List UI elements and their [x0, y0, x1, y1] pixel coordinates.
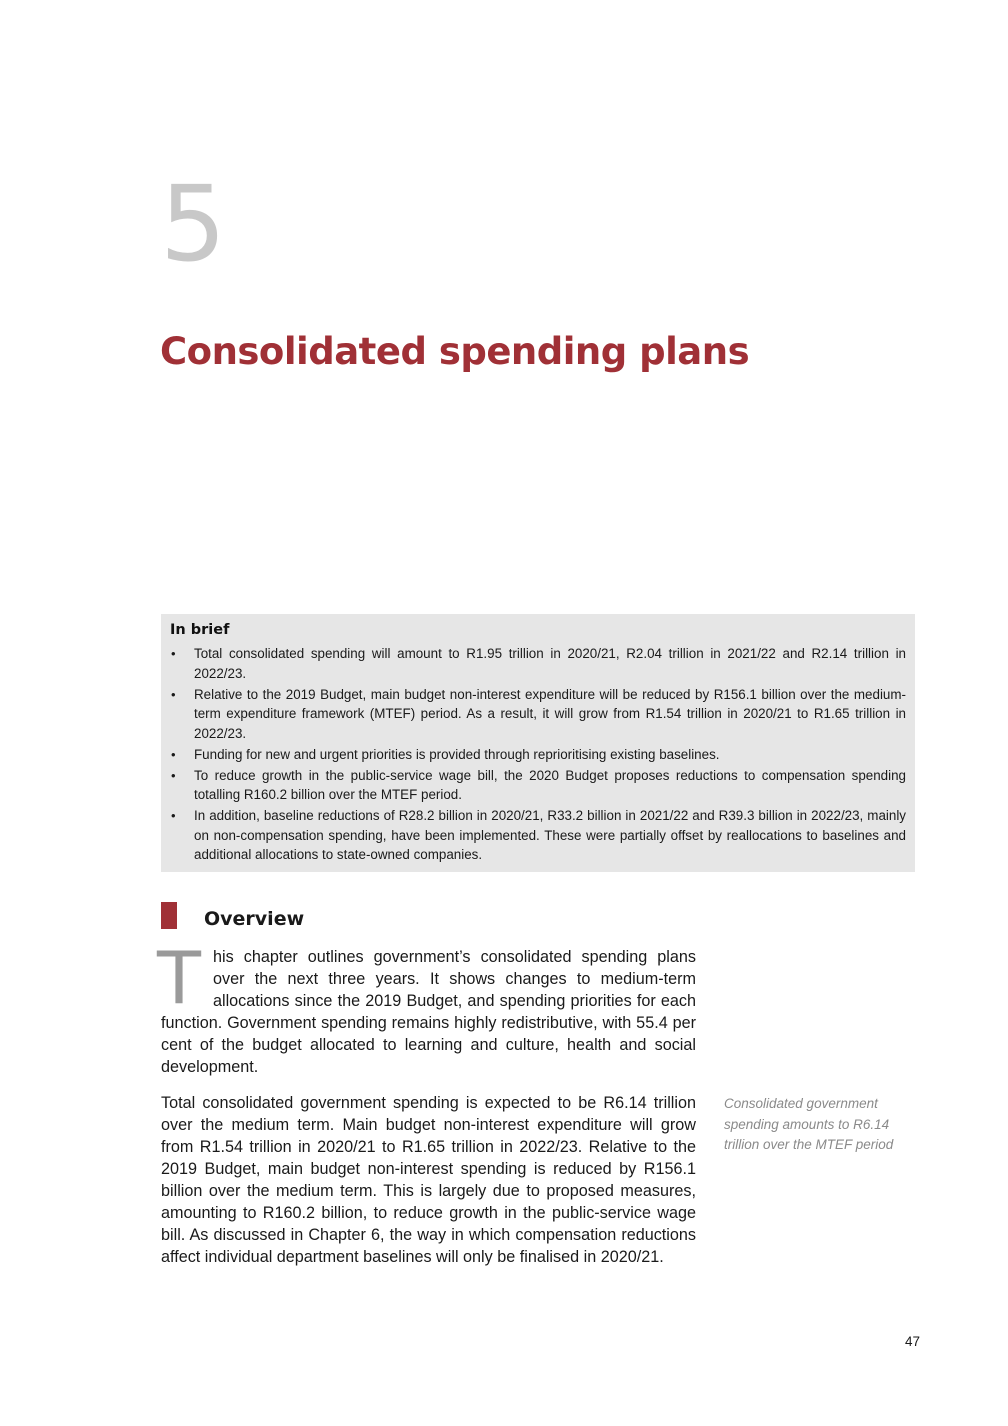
in-brief-item-text: To reduce growth in the public-service wage bill, the 2020 Budget proposes reductions to compensation spending totalling R160.2 billion over the MTEF period.	[194, 767, 906, 802]
overview-paragraph-1	[157, 936, 696, 1078]
in-brief-item-text: Relative to the 2019 Budget, main budget non-interest expenditure will be reduced by R156.1 billion over the medium-term expenditure framework (MTEF) period. As a result, it will grow from R1.54 trillion in 2020/21 to R1.65 trillion in 2022/23.	[194, 686, 906, 741]
in-brief-item	[170, 766, 906, 805]
drop-cap: T	[157, 936, 201, 1020]
in-brief-item	[170, 644, 906, 683]
in-brief-item-text: Total consolidated spending will amount to R1.95 trillion in 2020/21, R2.04 trillion in 2021/22 and R2.14 trillion in 2022/23.	[194, 646, 906, 681]
overview-paragraph-1-text: his chapter outlines government’s consolidated spending plans over the next three years. It shows changes to medium-term allocations since the 2019 Budget, and spending priorities for each function. Government spending remains highly redistributive, with 55.4 per cent of the budget allocated to learning and culture, health and social development.	[161, 948, 696, 1076]
in-brief-item	[170, 685, 906, 744]
in-brief-item	[170, 745, 906, 765]
bullet-icon: •	[171, 746, 176, 762]
margin-note: Consolidated government spending amounts to R6.14 trillion over the MTEF period	[724, 1096, 894, 1152]
in-brief-item-text: Funding for new and urgent priorities is provided through reprioritising existing baselines.	[194, 746, 720, 762]
section-marker	[161, 902, 177, 929]
in-brief-item-text: In addition, baseline reductions of R28.2 billion in 2020/21, R33.2 billion in 2021/22 and R39.3 billion in 2022/23, mainly on non-compensation spending, have been implemented. These were partially offset by reallocations to baselines and additional allocations to state-owned companies.	[194, 808, 906, 862]
bullet-icon: •	[171, 686, 176, 702]
chapter-number: 5	[160, 163, 227, 285]
page-number: 47	[905, 1334, 921, 1349]
in-brief-heading: In brief	[170, 622, 230, 638]
in-brief-box	[161, 614, 915, 872]
in-brief-item	[170, 806, 906, 865]
bullet-icon: •	[171, 767, 176, 783]
bullet-icon: •	[171, 808, 176, 823]
overview-paragraph-2: Total consolidated government spending is expected to be R6.14 trillion over the medium term. Main budget non-interest expenditure will grow from R1.54 trillion in 2020/21 to R1.65 trillion in 2022/23. Relative to the 2019 Budget, main budget non-interest spending is reduced by R156.1 billion over the medium term. This is largely due to proposed measures, amounting to R160.2 billion, to reduce growth in the public-service wage bill. As discussed in Chapter 6, the way in which compensation reductions affect individual department baselines will only be finalised in 2020/21.	[161, 1094, 696, 1266]
bullet-icon: •	[171, 646, 176, 661]
overview-heading: Overview	[204, 908, 305, 930]
chapter-title: Consolidated spending plans	[160, 330, 750, 373]
in-brief-list	[170, 644, 906, 865]
